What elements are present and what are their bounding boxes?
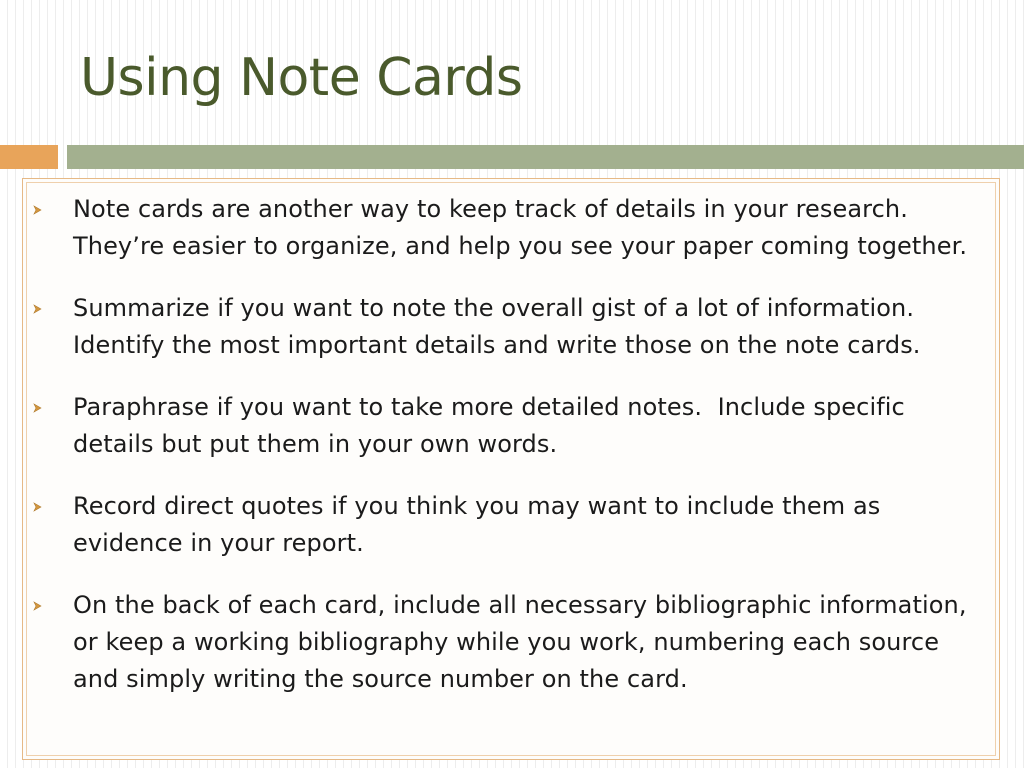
arrowhead-bullet-icon [32,204,44,216]
bullet-text: Note cards are another way to keep track of details in your research. They’re easier to organize, and help you see your paper coming together. [73,195,968,260]
arrowhead-bullet-icon [32,402,44,414]
slide-title: Using Note Cards [80,48,523,108]
bullet-list [73,191,983,698]
accent-bar-orange [0,145,58,169]
bullet-text: On the back of each card, include all necessary bibliographic information, or keep a working bibliography while you work, numbering each source and simply writing the source number on the card. [73,591,967,693]
bullet-item [73,191,983,265]
bullet-item [73,587,983,698]
bullet-item [73,389,983,463]
arrowhead-bullet-icon [32,501,44,513]
bullet-item [73,488,983,562]
arrowhead-bullet-icon [32,600,44,612]
bullet-item [73,290,983,364]
bullet-text: Paraphrase if you want to take more detailed notes. Include specific details but put them in your own words. [73,393,905,458]
bullet-text: Record direct quotes if you think you may want to include them as evidence in your report. [73,492,881,557]
content-frame [22,178,1000,760]
arrowhead-bullet-icon [32,303,44,315]
accent-bar-green [67,145,1024,169]
bullet-text: Summarize if you want to note the overall gist of a lot of information. Identify the most important details and write those on the note cards. [73,294,921,359]
